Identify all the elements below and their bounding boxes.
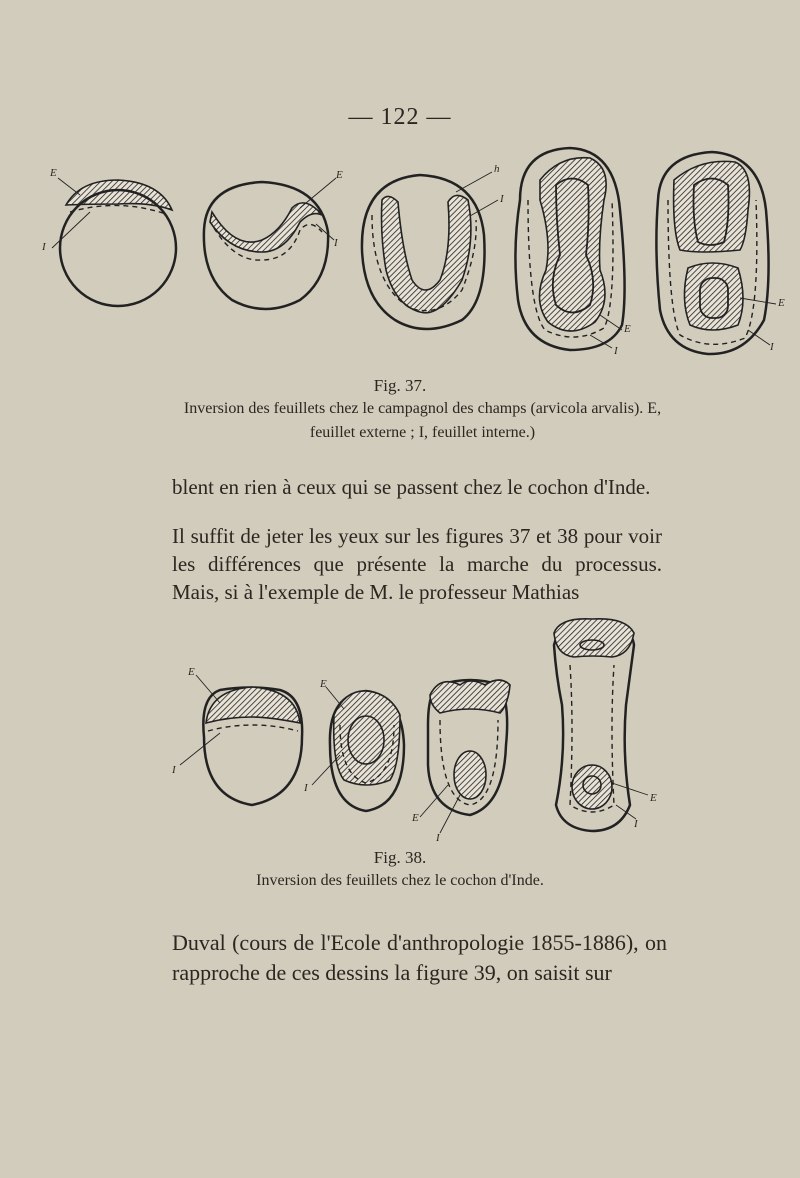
fig38-stage-3 [411, 680, 510, 844]
fig37-label-I2: I [334, 237, 338, 249]
fig37-stage-2 [204, 169, 343, 309]
fig38-label-I3: I [436, 832, 440, 844]
figure-37-illustration [0, 140, 800, 370]
figure-38-caption: Inversion des feuillets chez le cochon d'Inde. [256, 872, 544, 889]
fig38-stage-2 [303, 678, 404, 811]
paragraph-1: blent en rien à ceux qui se passent chez le cochon d'Inde. [172, 475, 651, 499]
fig37-label-E5: E [778, 297, 785, 309]
paragraph-2: Il suffit de jeter les yeux sur les figures 37 et 38 pour voir les différences que présente la marche du processus. Mais, si à l'exemple de M. le professeur Mathias [172, 524, 662, 604]
fig38-label-E2: E [320, 678, 327, 690]
fig38-label-I: I [172, 764, 176, 776]
fig37-stage-3 [362, 163, 505, 329]
figure-37-title: Fig. 37. [373, 376, 427, 395]
fig38-stage-1 [171, 666, 302, 805]
fig38-label-E: E [188, 666, 195, 678]
figure-38-illustration [0, 605, 800, 845]
figure-37-caption: Inversion des feuillets chez le campagnol des champs (arvicola arvalis). E, feuillet externe ; I, feuillet interne.) [183, 400, 662, 441]
fig37-label-I: I [42, 241, 46, 253]
fig37-label-h: h [494, 163, 500, 175]
fig38-label-E4: E [650, 792, 657, 804]
fig37-label-E2: E [336, 169, 343, 181]
fig37-label-I4: I [614, 345, 618, 357]
fig38-stage-4 [554, 619, 657, 831]
fig37-stage-5 [656, 152, 785, 354]
page-number: — 122 — [348, 104, 452, 130]
fig37-label-I3: I [500, 193, 504, 205]
fig37-label-E: E [50, 167, 57, 179]
fig37-label-E4: E [624, 323, 631, 335]
fig38-label-E3: E [412, 812, 419, 824]
fig37-label-I5: I [770, 341, 774, 353]
figure-38-title: Fig. 38. [373, 848, 427, 867]
fig38-label-I2: I [304, 782, 308, 794]
fig37-stage-1 [41, 167, 176, 306]
fig38-label-I4: I [634, 818, 638, 830]
paragraph-3: Duval (cours de l'Ecole d'anthropologie 1855-1886), on rapproche de ces dessins la figure 39, on saisit sur [172, 930, 667, 985]
fig37-stage-4 [515, 148, 631, 357]
